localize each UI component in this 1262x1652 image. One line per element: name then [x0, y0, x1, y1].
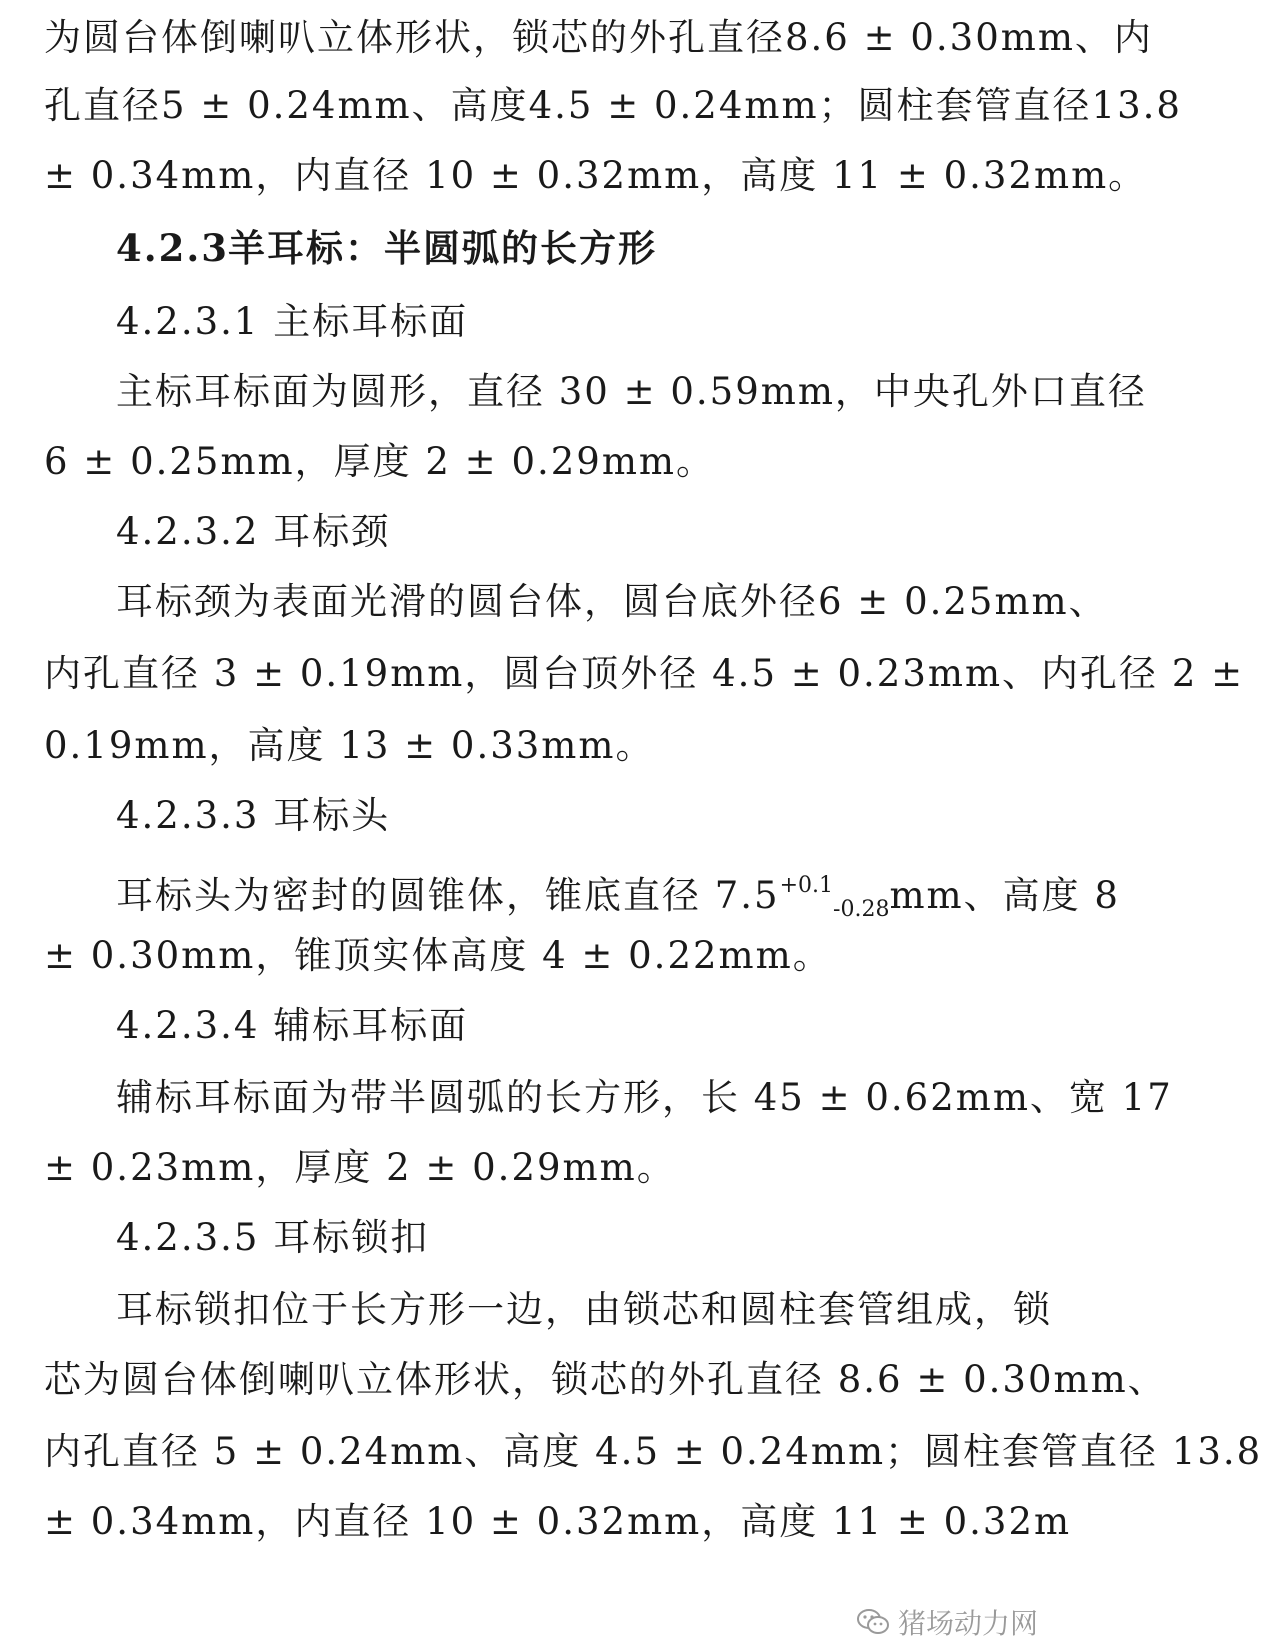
tolerance-subscript: -0.28	[833, 897, 890, 922]
text-segment: 6 ± 0.25mm，厚度 2 ± 0.29mm。	[44, 440, 715, 483]
section-heading	[116, 224, 657, 272]
text-line	[44, 82, 1182, 130]
text-line	[44, 438, 715, 486]
text-line	[44, 152, 1147, 200]
text-segment: 辅标耳标面为带半圆弧的长方形，长 45 ± 0.62mm、宽 17	[116, 1076, 1173, 1119]
text-line	[44, 722, 654, 770]
tolerance-superscript: +0.1	[779, 873, 834, 898]
watermark	[850, 1602, 1042, 1642]
text-line	[116, 368, 1147, 416]
text-segment: 8.6 ± 0.30mm、内	[785, 16, 1153, 59]
text-line	[44, 14, 1153, 62]
text-line	[116, 578, 1108, 626]
section-title: 羊耳标：半圆弧的长方形	[228, 226, 657, 270]
text-line	[116, 1286, 1052, 1334]
text-segment: ± 0.34mm，内直径 10 ± 0.32mm，高度 11 ± 0.32m	[44, 1500, 1072, 1543]
subsection-title: 4.2.3.1 主标耳标面	[116, 300, 469, 343]
text-segment	[116, 862, 1120, 922]
text-line	[44, 1144, 676, 1192]
text-segment: 为圆台体倒喇叭立体形状，锁芯的外孔直径	[44, 16, 785, 59]
text-line	[44, 650, 1245, 698]
text-line	[116, 1074, 1173, 1122]
text-segment: 5 ± 0.24mm、高度	[161, 84, 529, 127]
subsection-title: 4.2.3.2 耳标颈	[116, 510, 391, 553]
text-segment: 主标耳标面为圆形，直径 30 ± 0.59mm，中央孔外口直径	[116, 370, 1147, 413]
text-segment: 0.19mm，高度 13 ± 0.33mm。	[44, 724, 655, 767]
subsection-heading	[116, 1214, 429, 1262]
text-segment: ± 0.30mm，锥顶实体高度 4 ± 0.22mm。	[44, 934, 832, 977]
watermark-label: 猪场动力网	[897, 1607, 1038, 1640]
text-post: mm、高度 8	[889, 874, 1120, 917]
text-segment: 耳标颈为表面光滑的圆台体，圆台底外径	[116, 580, 818, 623]
text-line	[44, 1498, 1071, 1546]
subsection-heading	[116, 508, 390, 556]
subsection-title: 4.2.3.4 辅标耳标面	[116, 1004, 469, 1047]
text-line	[44, 1428, 1262, 1476]
text-segment: 内孔直径 5 ± 0.24mm、高度 4.5 ± 0.24mm；圆柱套管直径 13.8	[44, 1430, 1262, 1473]
text-segment: 4.5 ± 0.24mm；圆柱套管直径	[528, 84, 1092, 127]
text-segment: ± 0.23mm，厚度 2 ± 0.29mm。	[44, 1146, 676, 1189]
subsection-heading	[116, 792, 390, 840]
text-line	[116, 862, 1120, 922]
text-segment: ± 0.34mm，内直径 10 ± 0.32mm，高度 11 ± 0.32mm。	[44, 154, 1148, 197]
text-segment: 芯为圆台体倒喇叭立体形状，锁芯的外孔直径 8.6 ± 0.30mm、	[44, 1358, 1167, 1401]
text-line	[44, 1356, 1167, 1404]
subsection-title: 4.2.3.5 耳标锁扣	[116, 1216, 430, 1259]
wechat-icon	[856, 1607, 890, 1637]
subsection-heading	[116, 298, 468, 346]
text-segment: 内孔直径 3 ± 0.19mm，圆台顶外径 4.5 ± 0.23mm、内孔径 2 ±	[44, 652, 1245, 695]
text-segment: 耳标锁扣位于长方形一边，由锁芯和圆柱套管组成，锁	[116, 1288, 1052, 1331]
text-segment: 孔直径	[44, 84, 161, 127]
text-segment: 13.8	[1091, 84, 1182, 127]
text-pre: 耳标头为密封的圆锥体，锥底直径 7.5	[116, 874, 780, 917]
text-segment: 6 ± 0.25mm、	[818, 580, 1108, 623]
subsection-heading	[116, 1002, 468, 1050]
subsection-title: 4.2.3.3 耳标头	[116, 794, 391, 837]
text-line	[44, 932, 832, 980]
section-number: 4.2.3	[116, 226, 229, 270]
